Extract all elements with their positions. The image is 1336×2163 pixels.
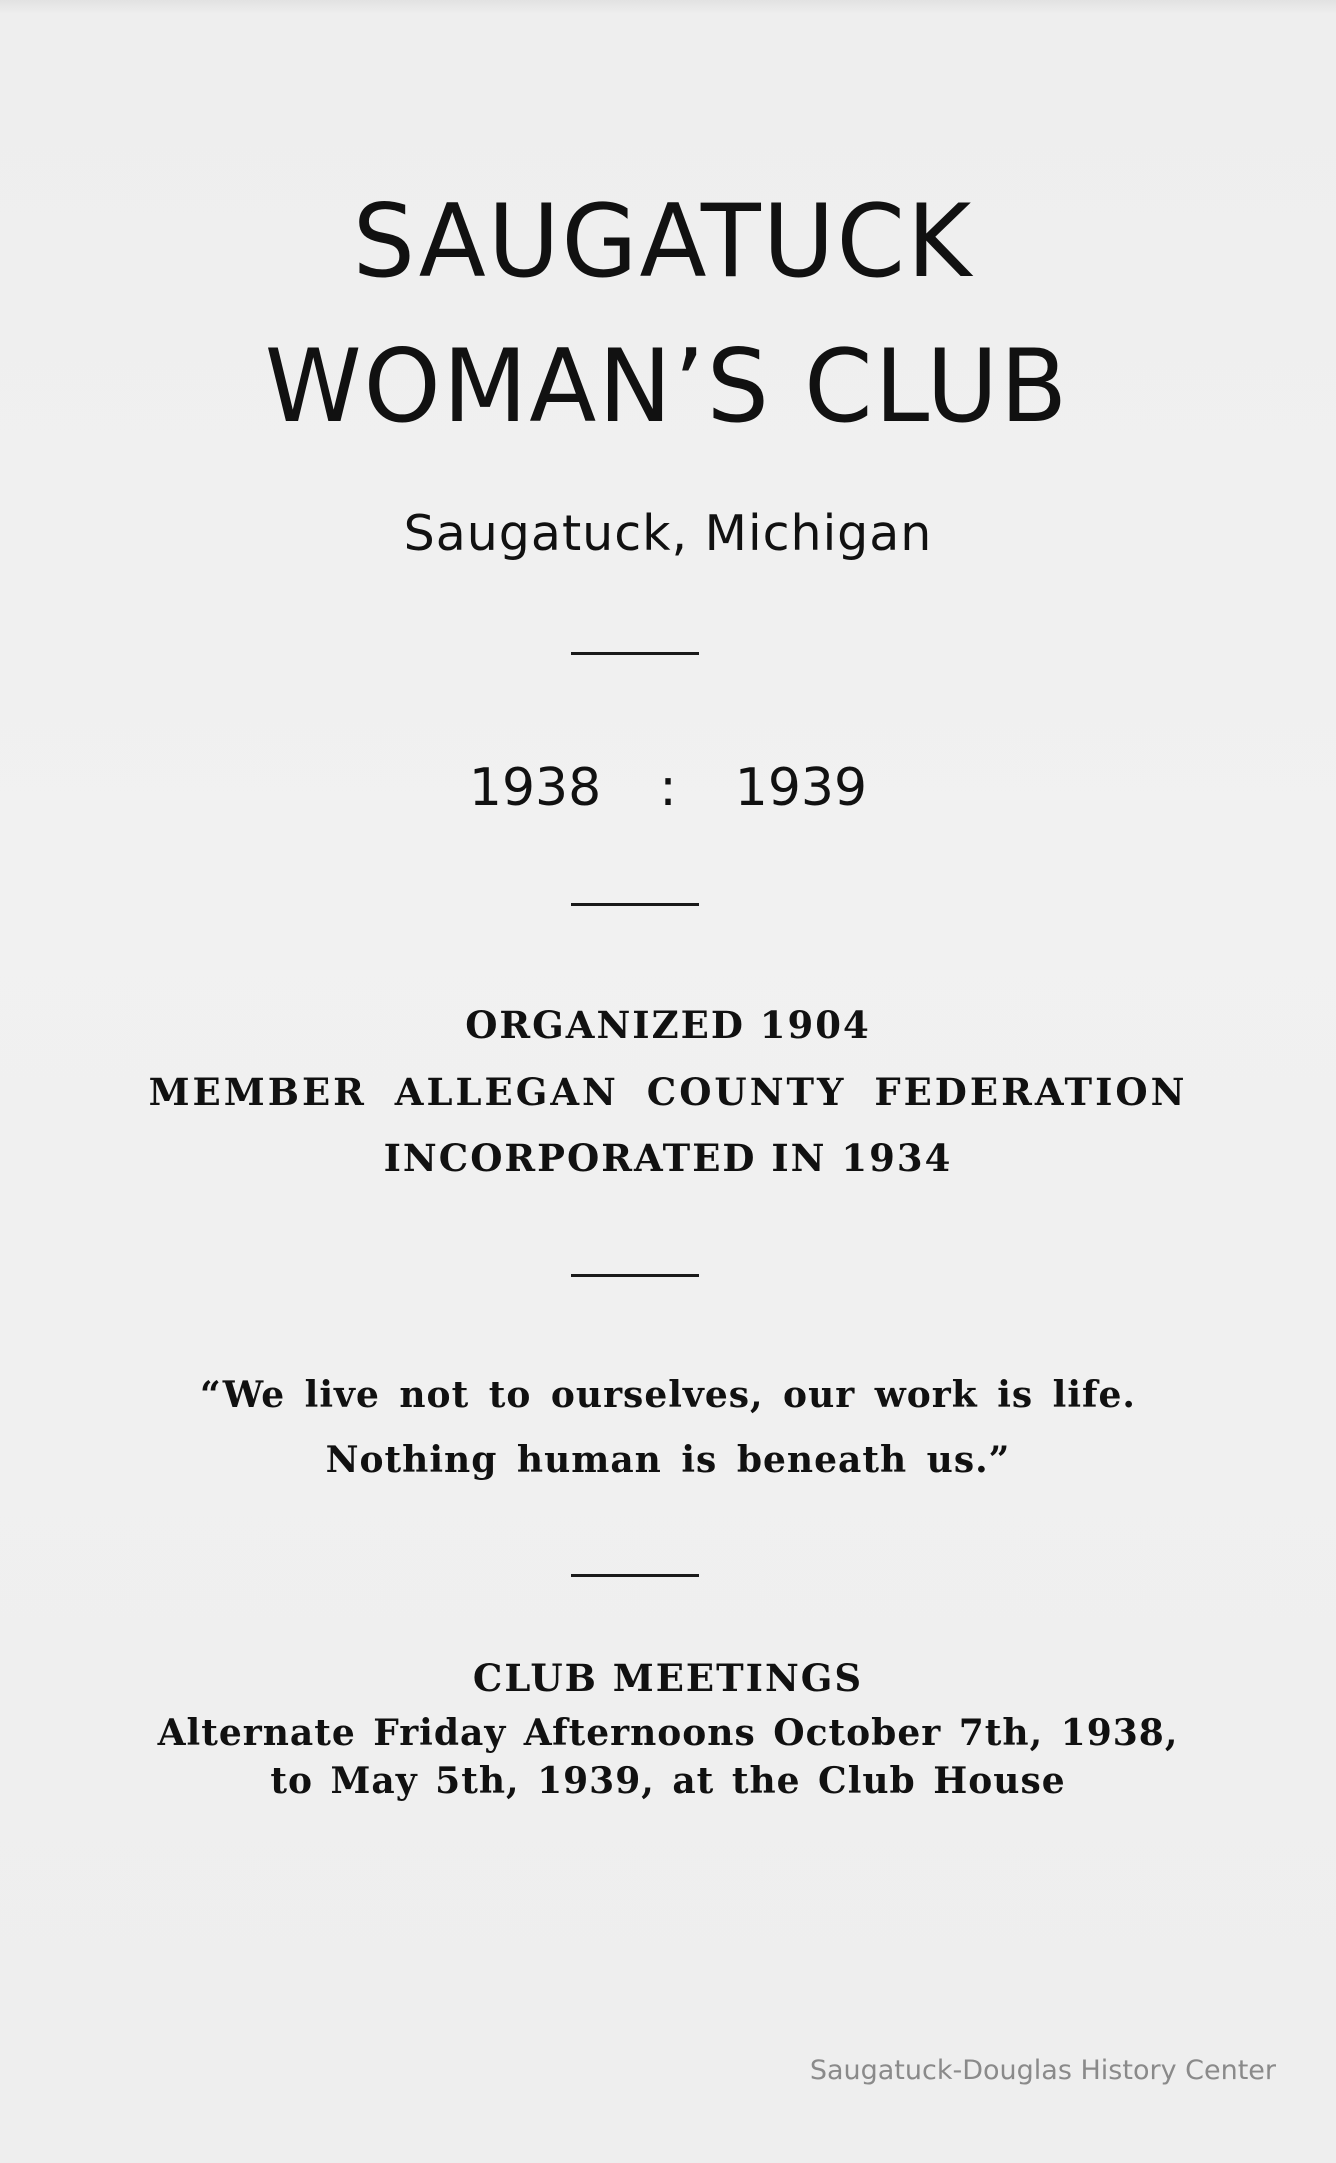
member-text: MEMBER ALLEGAN COUNTY FEDERATION xyxy=(148,1070,1188,1114)
title-line-1: SAUGATUCK xyxy=(352,183,974,301)
divider-rule-1 xyxy=(571,652,699,655)
motto-line-2: Nothing human is beneath us.” xyxy=(325,1439,1011,1481)
organized-text: ORGANIZED 1904 xyxy=(465,1003,871,1047)
year-end: 1939 xyxy=(734,758,868,818)
divider-rule-3 xyxy=(571,1274,699,1277)
watermark-text: Saugatuck-Douglas History Center xyxy=(809,2055,1276,2086)
location-text: Saugatuck, Michigan xyxy=(403,505,933,562)
page-top-edge xyxy=(0,0,1336,14)
motto-line-1: “We live not to ourselves, our work is life. xyxy=(200,1374,1136,1416)
year-separator: : xyxy=(659,758,677,818)
meetings-heading: CLUB MEETINGS xyxy=(472,1656,864,1700)
meetings-line-2: to May 5th, 1939, at the Club House xyxy=(270,1760,1066,1802)
divider-rule-2 xyxy=(571,903,699,906)
title-line-2: WOMAN’S CLUB xyxy=(264,328,1070,446)
meetings-line-1: Alternate Friday Afternoons October 7th, 1938, xyxy=(157,1712,1179,1754)
divider-rule-4 xyxy=(571,1574,699,1577)
years-line xyxy=(0,758,1336,818)
incorporated-text: INCORPORATED IN 1934 xyxy=(383,1136,953,1180)
year-start: 1938 xyxy=(468,758,602,818)
